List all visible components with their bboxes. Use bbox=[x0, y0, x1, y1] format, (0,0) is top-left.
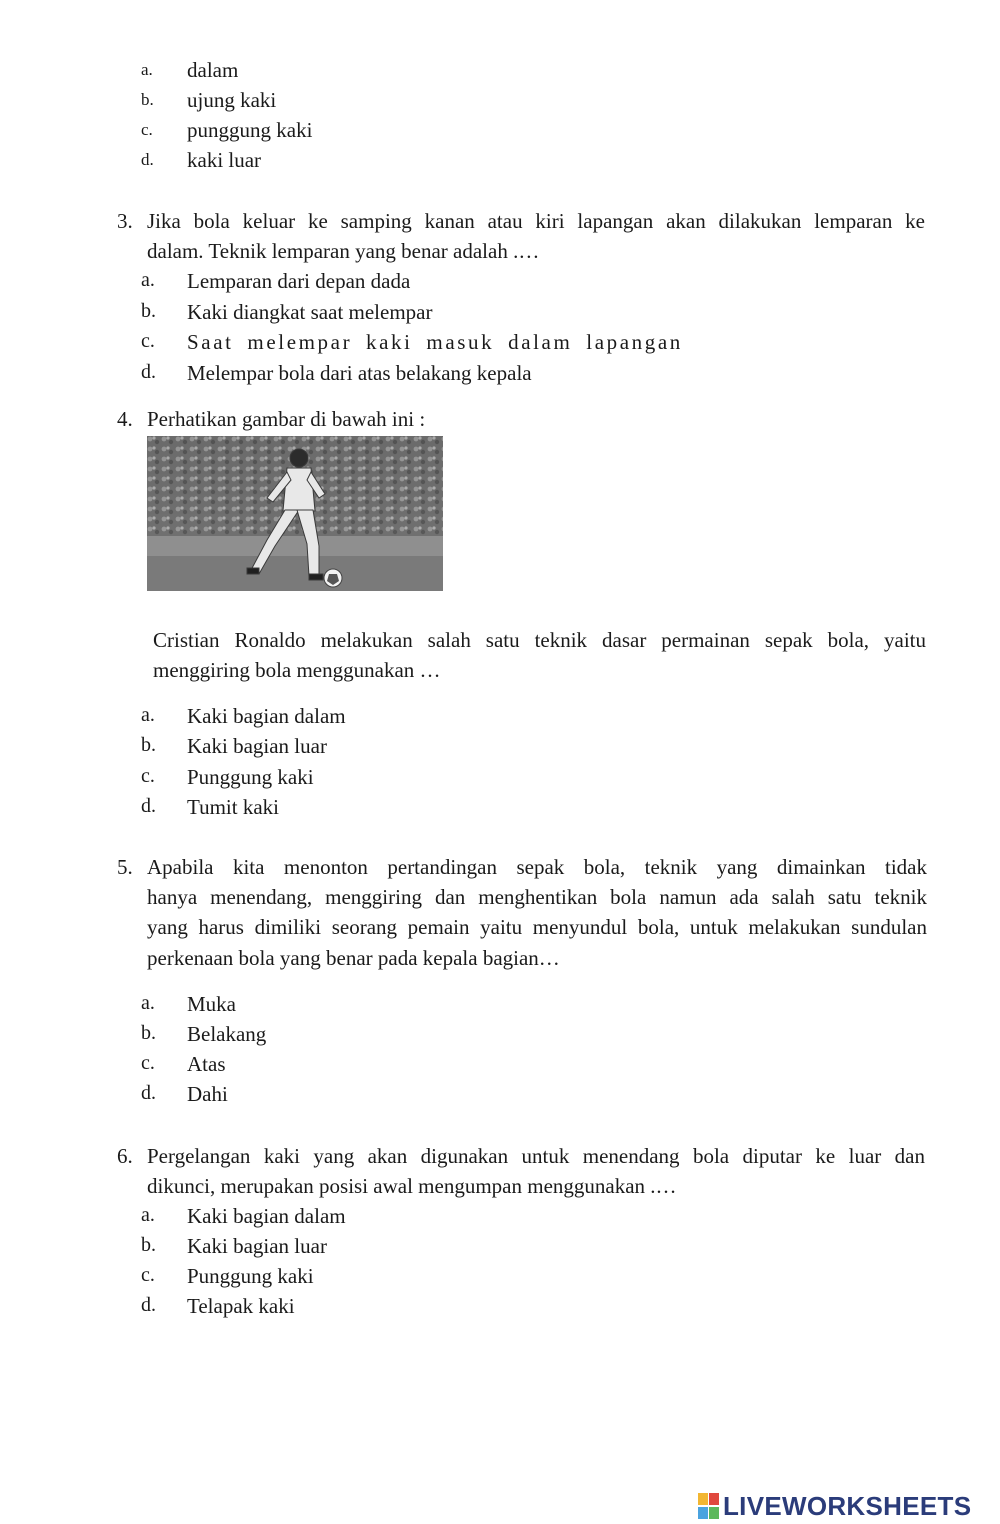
option-letter: d. bbox=[141, 1294, 156, 1316]
question-number: 5. bbox=[117, 855, 133, 879]
liveworksheets-logo-icon bbox=[698, 1492, 720, 1520]
liveworksheets-logo bbox=[698, 1489, 971, 1523]
option-letter: c. bbox=[141, 1264, 155, 1286]
question-text-line: Cristian Ronaldo melakukan salah satu teknik dasar permainan sepak bola, yaitu bbox=[153, 628, 926, 652]
option-text[interactable]: Lemparan dari depan dada bbox=[187, 269, 411, 293]
question-number: 6. bbox=[117, 1144, 133, 1168]
option-letter: b. bbox=[141, 90, 154, 109]
option-text[interactable]: Melempar bola dari atas belakang kepala bbox=[187, 361, 532, 385]
option-text[interactable]: Kaki bagian luar bbox=[187, 734, 327, 758]
option-letter: d. bbox=[141, 1082, 156, 1104]
option-letter: a. bbox=[141, 1204, 155, 1226]
option-text[interactable]: Kaki bagian luar bbox=[187, 1234, 327, 1258]
question-number: 3. bbox=[117, 209, 133, 233]
question-text-line: yang harus dimiliki seorang pemain yaitu menyundul bola, untuk melakukan sundulan bbox=[147, 915, 927, 939]
question-text-line: Jika bola keluar ke samping kanan atau kiri lapangan akan dilakukan lemparan ke bbox=[147, 209, 925, 233]
option-letter: d. bbox=[141, 795, 156, 817]
option-text[interactable]: dalam bbox=[187, 58, 239, 82]
option-text[interactable]: Belakang bbox=[187, 1022, 267, 1046]
option-letter: d. bbox=[141, 150, 154, 169]
option-text[interactable]: Punggung kaki bbox=[187, 765, 314, 789]
option-text[interactable]: punggung kaki bbox=[187, 118, 313, 142]
question-text-line: dalam. Teknik lemparan yang benar adalah .… bbox=[147, 239, 540, 263]
option-text[interactable]: Punggung kaki bbox=[187, 1264, 314, 1288]
option-letter: b. bbox=[141, 300, 156, 322]
liveworksheets-logo-text: LIVEWORKSHEETS bbox=[723, 1490, 972, 1521]
question-text-line: dikunci, merupakan posisi awal mengumpan menggunakan .… bbox=[147, 1174, 677, 1198]
option-letter: a. bbox=[141, 992, 155, 1014]
option-text[interactable]: Kaki diangkat saat melempar bbox=[187, 300, 433, 324]
option-letter: a. bbox=[141, 60, 153, 79]
option-text[interactable]: Kaki bagian dalam bbox=[187, 704, 346, 728]
question-text-line: Pergelangan kaki yang akan digunakan untuk menendang bola diputar ke luar dan bbox=[147, 1144, 925, 1168]
option-letter: b. bbox=[141, 1234, 156, 1256]
question-text-line: hanya menendang, menggiring dan menghentikan bola namun ada salah satu teknik bbox=[147, 885, 927, 909]
question-text-line: menggiring bola menggunakan … bbox=[153, 658, 441, 682]
option-letter: c. bbox=[141, 330, 155, 352]
option-letter: b. bbox=[141, 1022, 156, 1044]
option-letter: c. bbox=[141, 1052, 155, 1074]
option-text[interactable]: Atas bbox=[187, 1052, 226, 1076]
option-letter: a. bbox=[141, 704, 155, 726]
option-text[interactable]: Muka bbox=[187, 992, 236, 1016]
option-letter: c. bbox=[141, 120, 153, 139]
option-text[interactable]: Kaki bagian dalam bbox=[187, 1204, 346, 1228]
option-text[interactable]: Dahi bbox=[187, 1082, 228, 1106]
question-prompt: Perhatikan gambar di bawah ini : bbox=[147, 407, 426, 431]
question-text-line: Apabila kita menonton pertandingan sepak bola, teknik yang dimainkan tidak bbox=[147, 855, 927, 879]
option-letter: a. bbox=[141, 269, 155, 291]
option-text[interactable]: Saat melempar kaki masuk dalam lapangan bbox=[187, 330, 683, 354]
option-text[interactable]: Telapak kaki bbox=[187, 1294, 295, 1318]
option-text[interactable]: ujung kaki bbox=[187, 88, 277, 112]
football-player-photo bbox=[147, 436, 443, 591]
question-text-line: perkenaan bola yang benar pada kepala bagian… bbox=[147, 946, 560, 970]
option-letter: d. bbox=[141, 361, 156, 383]
option-text[interactable]: Tumit kaki bbox=[187, 795, 279, 819]
option-letter: c. bbox=[141, 765, 155, 787]
option-letter: b. bbox=[141, 734, 156, 756]
question-number: 4. bbox=[117, 407, 133, 431]
option-text[interactable]: kaki luar bbox=[187, 148, 262, 172]
